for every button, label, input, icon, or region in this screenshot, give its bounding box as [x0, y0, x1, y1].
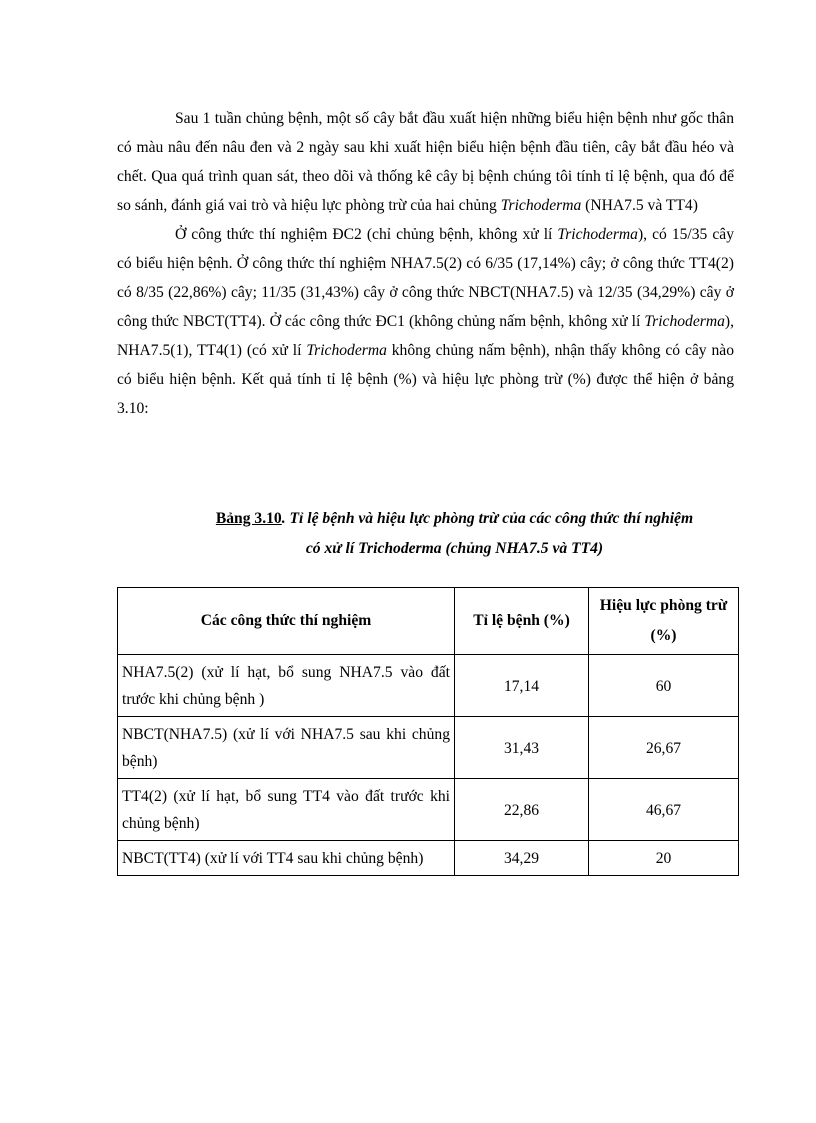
row-disease-rate: 31,43: [455, 717, 589, 779]
caption-label: Bảng 3.10: [215, 510, 282, 527]
header-disease-rate: Tỉ lệ bệnh (%): [455, 588, 589, 655]
body-text: [117, 104, 734, 423]
paragraph: Sau 1 tuần chủng bệnh, một số cây bắt đầu xuất hiện những biểu hiện bệnh như gốc thân có màu nâu đến nâu đen và 2 ngày sau khi xuất hiện biểu hiện bệnh đầu tiên, cây bắt đầu héo và chết. Qua quá trình quan sát, theo dõi và thống kê cây bị bệnh chúng tôi tính tỉ lệ bệnh, qua đó để so sánh, đánh giá vai trò và hiệu lực phòng trừ của hai chủng Trichoderma (NHA7.5 và TT4): [117, 110, 734, 214]
row-label: TT4(2) (xử lí hạt, bổ sung TT4 vào đất trước khi chủng bệnh): [118, 779, 455, 841]
table-row: [118, 717, 739, 779]
caption-line-2: có xử lí Trichoderma (chủng NHA7.5 và TT4): [305, 540, 604, 557]
row-disease-rate: 34,29: [455, 841, 589, 876]
row-efficacy: 60: [589, 655, 739, 717]
italic-term: Trichoderma: [500, 197, 582, 214]
row-efficacy: 26,67: [589, 717, 739, 779]
row-label: NBCT(NHA7.5) (xử lí với NHA7.5 sau khi chủng bệnh): [118, 717, 455, 779]
row-efficacy: 20: [589, 841, 739, 876]
table-row: [118, 841, 739, 876]
table-row: [118, 779, 739, 841]
italic-term: Trichoderma: [557, 226, 638, 243]
paragraph: Ở công thức thí nghiệm ĐC2 (chỉ chủng bệnh, không xử lí Trichoderma), có 15/35 cây có biểu hiện bệnh. Ở công thức thí nghiệm NHA7.5(2) có 6/35 (17,14%) cây; ở công thức TT4(2) có 8/35 (22,86%) cây; 11/35 (31,43%) cây ở công thức NBCT(NHA7.5) và 12/35 (34,29%) cây ở công thức NBCT(TT4). Ở các công thức ĐC1 (không chủng nấm bệnh, không xử lí Trichoderma), NHA7.5(1), TT4(1) (có xử lí Trichoderma không chủng nấm bệnh), nhận thấy không có cây nào có biểu hiện bệnh. Kết quả tính tỉ lệ bệnh (%) và hiệu lực phòng trừ (%) được thể hiện ở bảng 3.10:: [117, 226, 734, 417]
row-disease-rate: 22,86: [455, 779, 589, 841]
table-row: [118, 655, 739, 717]
italic-term: Trichoderma: [644, 313, 725, 330]
table-caption: [117, 504, 792, 564]
row-label: NBCT(TT4) (xử lí với TT4 sau khi chủng bệnh): [118, 841, 455, 876]
results-table: [117, 587, 739, 876]
table-header-row: [118, 588, 739, 655]
header-formula: Các công thức thí nghiệm: [118, 588, 455, 655]
caption-title: . Tỉ lệ bệnh và hiệu lực phòng trừ của các công thức thí nghiệm: [281, 510, 694, 527]
row-label: NHA7.5(2) (xử lí hạt, bổ sung NHA7.5 vào đất trước khi chủng bệnh ): [118, 655, 455, 717]
header-efficacy: Hiệu lực phòng trừ (%): [589, 588, 739, 655]
caption-line-1: [117, 504, 792, 534]
row-efficacy: 46,67: [589, 779, 739, 841]
italic-term: Trichoderma: [306, 342, 387, 359]
row-disease-rate: 17,14: [455, 655, 589, 717]
